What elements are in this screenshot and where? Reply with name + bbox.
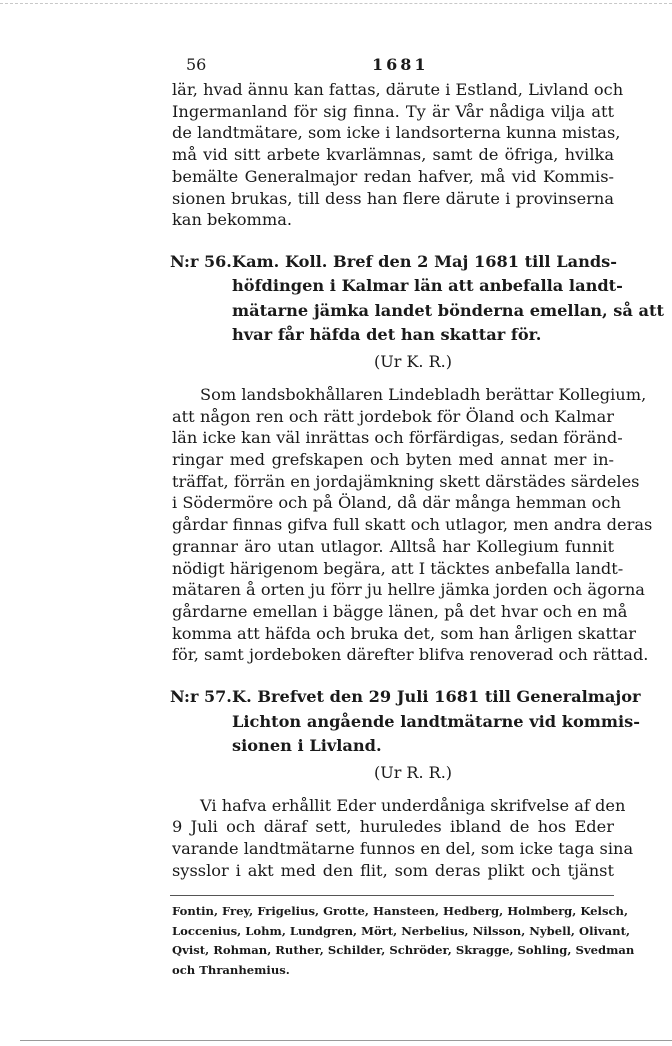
text-line: nödigt härigenom begära, att I täcktes anbefalla landt-: [172, 558, 624, 578]
entry-number: N:r 56.: [170, 251, 232, 271]
heading-line: K. Brefvet den 29 Juli 1681 till Generalmajor: [232, 687, 641, 707]
text-line: för, samt jordeboken därefter blifva renoverad och rättad.: [172, 645, 649, 665]
footnote-line: Loccenius, Lohm, Lundgren, Mört, Nerbelius, Nilsson, Nybell, Olivant,: [172, 923, 630, 938]
footnote-line: Qvist, Rohman, Ruther, Schilder, Schröder, Skragge, Sohling, Svedman: [172, 943, 635, 958]
heading-line: Lichton angående landtmätarne vid kommis-: [232, 711, 640, 731]
heading-line: Kam. Koll. Bref den 2 Maj 1681 till Lands-: [232, 251, 618, 271]
document-entry-56: [170, 250, 664, 666]
text-line: de landtmätare, som icke i landsorterna kunna mistas,: [172, 123, 621, 143]
document-entry-57: [170, 685, 641, 881]
text-line: att någon ren och rätt jordebok för Öland och Kalmar: [172, 406, 614, 426]
entry-body: [172, 795, 634, 882]
text-line: mätaren å orten ju förr ju hellre jämka jorden och ägorna: [172, 580, 645, 600]
text-line: 9 Juli och däraf sett, huruledes ibland de hos Eder: [172, 817, 614, 837]
text-line: sionen brukas, till dess han flere därute i provinserna: [172, 188, 614, 208]
text-line: varande landtmätarne funnos en del, som icke taga sina: [172, 838, 634, 858]
footnote: [172, 902, 635, 980]
entry-body: [172, 384, 653, 666]
text-line: kan bekomma.: [172, 210, 293, 230]
text-line: ringar med grefskapen och byten med annat mer in-: [172, 450, 614, 470]
text-line: län icke kan väl inrättas och förfärdigas, sedan föränd-: [172, 428, 623, 448]
heading-line: mätarne jämka landet bönderna emellan, så att: [232, 300, 664, 320]
text-line: grannar äro utan utlagor. Alltså har Kollegium funnit: [172, 536, 614, 556]
text-line: Som landsbokhållaren Lindebladh berättar Kollegium,: [200, 384, 647, 404]
heading-line: höfdingen i Kalmar län att anbefalla landt-: [232, 276, 623, 296]
heading-line: sionen i Livland.: [232, 736, 382, 756]
scan-edge-bottom: [20, 1040, 672, 1041]
entry-heading: [232, 685, 641, 759]
text-line: träffat, förrän en jordajämkning skett därstädes särdeles: [172, 471, 640, 491]
continued-paragraph: [172, 79, 624, 231]
text-line: lär, hvad ännu kan fattas, därute i Estland, Livland och: [172, 80, 624, 99]
heading-line: hvar får häfda det han skattar för.: [232, 325, 542, 345]
footnote-line: och Thranhemius.: [172, 962, 290, 977]
footnote-line: Fontin, Frey, Frigelius, Grotte, Hansteen, Hedberg, Holmberg, Kelsch,: [172, 904, 629, 919]
entry-heading: [232, 250, 664, 348]
entry-source: (Ur R. R.): [373, 762, 453, 782]
text-line: komma att häfda och bruka det, som han årligen skattar: [172, 623, 636, 643]
text-line: gårdar finnas gifva full skatt och utlagor, men andra deras: [172, 515, 653, 535]
page-number: 56: [186, 55, 207, 74]
entry-number: N:r 57.: [170, 687, 232, 707]
text-line: gårdarne emellan i bägge länen, på det hvar och en må: [172, 601, 628, 621]
entry-source: (Ur K. R.): [374, 351, 452, 371]
text-line: må vid sitt arbete kvarlämnas, samt de öfriga, hvilka: [172, 145, 614, 165]
text-line: bemälte Generalmajor redan hafver, må vid Kommis-: [172, 166, 614, 186]
text-line: sysslor i akt med den flit, som deras plikt och tjänst: [172, 860, 614, 880]
book-page: [170, 55, 664, 980]
scan-edge-top: [0, 3, 672, 4]
text-line: Vi hafva erhållit Eder underdåniga skrifvelse af den: [200, 795, 626, 815]
text-line: i Södermöre och på Öland, då där många hemman och: [172, 493, 621, 513]
text-line: Ingermanland för sig finna. Ty är Vår nådiga vilja att: [172, 101, 614, 121]
footnote-divider: [170, 895, 614, 896]
running-header: [172, 55, 614, 79]
running-head-year: 1681: [372, 55, 429, 74]
